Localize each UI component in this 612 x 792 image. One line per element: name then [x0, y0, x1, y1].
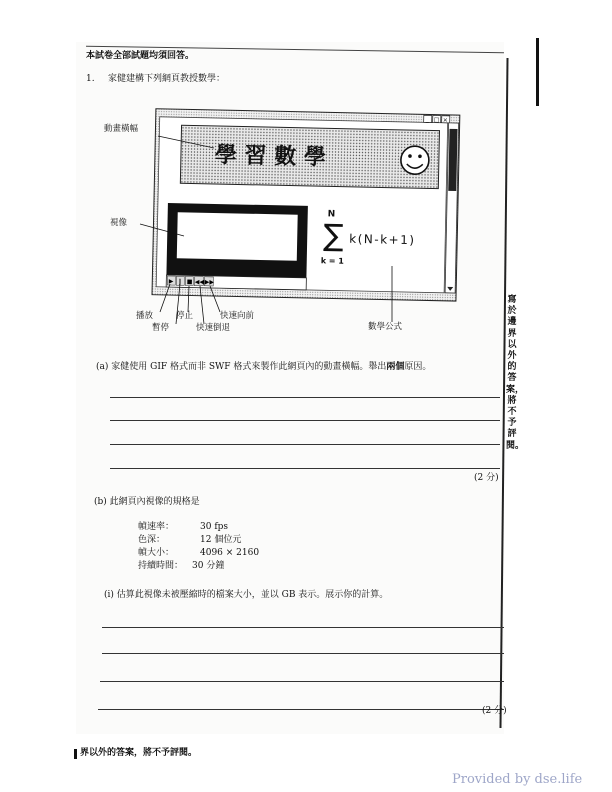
spec-key: 色深： [138, 535, 166, 545]
part-a [96, 362, 431, 373]
part-a-text: 家健使用 GIF 格式而非 SWF 格式來製作此網頁內的動畫橫幅。舉出 [111, 362, 387, 372]
part-b-marks: (2 分) [482, 706, 507, 716]
side-margin-note: 寫於邊界以外的答案，將不予評閱。 [506, 295, 525, 451]
rewind-icon: ◀◀ [194, 278, 205, 286]
banner-text: 學 習 數 學 [214, 141, 327, 171]
label-video: 視像 [110, 218, 128, 228]
smiley-icon [401, 146, 430, 175]
footer-note: 界以外的答案，將不予評閱。 [80, 748, 198, 758]
fast-forward-icon: ▶▶ [204, 278, 215, 286]
spec-value: 12 個位元 [200, 535, 242, 545]
answer-line [110, 468, 500, 469]
spec-value: 30 分鐘 [192, 561, 225, 571]
close-icon: × [442, 116, 448, 124]
label-play: 播放 [136, 311, 154, 321]
part-b [94, 497, 200, 508]
answer-line [100, 681, 504, 682]
window-controls [424, 115, 450, 124]
spec-key: 持續時間： [138, 561, 184, 571]
formula-upper-limit: N [327, 209, 336, 220]
minimize-icon: _ [425, 116, 429, 124]
footer-mark [74, 749, 77, 759]
pause-icon: ‖ [178, 278, 182, 286]
video-controls [167, 276, 214, 286]
play-icon: ▶ [168, 278, 174, 286]
answer-line [102, 627, 504, 628]
answer-line [98, 709, 504, 710]
part-a-label: (a) [96, 362, 109, 372]
question-number: 1. [86, 74, 95, 84]
part-a-emphasis: 兩個 [386, 362, 405, 372]
part-a-text-end: 原因。 [404, 362, 432, 372]
scan-mark [536, 38, 539, 106]
spec-value: 30 fps [200, 522, 229, 532]
formula-sigma: ∑ [322, 218, 344, 254]
formula-body: k(N-k+1) [349, 231, 416, 248]
answer-line [110, 444, 500, 445]
spec-key: 幀大小： [138, 548, 175, 558]
maximize-icon: □ [433, 116, 440, 124]
label-rewind: 快速倒退 [196, 323, 231, 333]
answer-line [110, 397, 500, 398]
answer-line [110, 420, 500, 421]
stop-icon: ■ [186, 278, 193, 286]
answer-line [102, 653, 504, 654]
label-stop: 停止 [176, 311, 194, 321]
part-b-i-text: 估算此視像未被壓縮時的檔案大小，並以 GB 表示。展示你的計算。 [116, 590, 389, 600]
label-pause: 暫停 [152, 323, 170, 333]
part-b-i-label: (i) [104, 590, 114, 600]
part-b-i [104, 590, 388, 601]
webpage-figure [96, 96, 476, 336]
spec-key: 幀速率： [138, 522, 175, 532]
part-b-label: (b) [94, 497, 107, 507]
part-a-marks: (2 分) [474, 473, 499, 483]
spec-value: 4096 × 2160 [200, 548, 260, 558]
label-forward: 快速向前 [220, 311, 255, 321]
part-b-text: 此網頁內視像的規格是 [109, 497, 200, 507]
label-banner: 動畫橫幅 [104, 124, 139, 134]
question-intro: 家健建構下列網頁教授數學： [108, 74, 226, 84]
label-formula: 數學公式 [368, 322, 403, 332]
header-notice: 本試卷全部試題均須回答。 [86, 51, 195, 61]
formula-lower-limit: k = 1 [320, 256, 345, 266]
watermark: Provided by dse.life [452, 772, 583, 787]
scroll-thumb [448, 129, 457, 191]
